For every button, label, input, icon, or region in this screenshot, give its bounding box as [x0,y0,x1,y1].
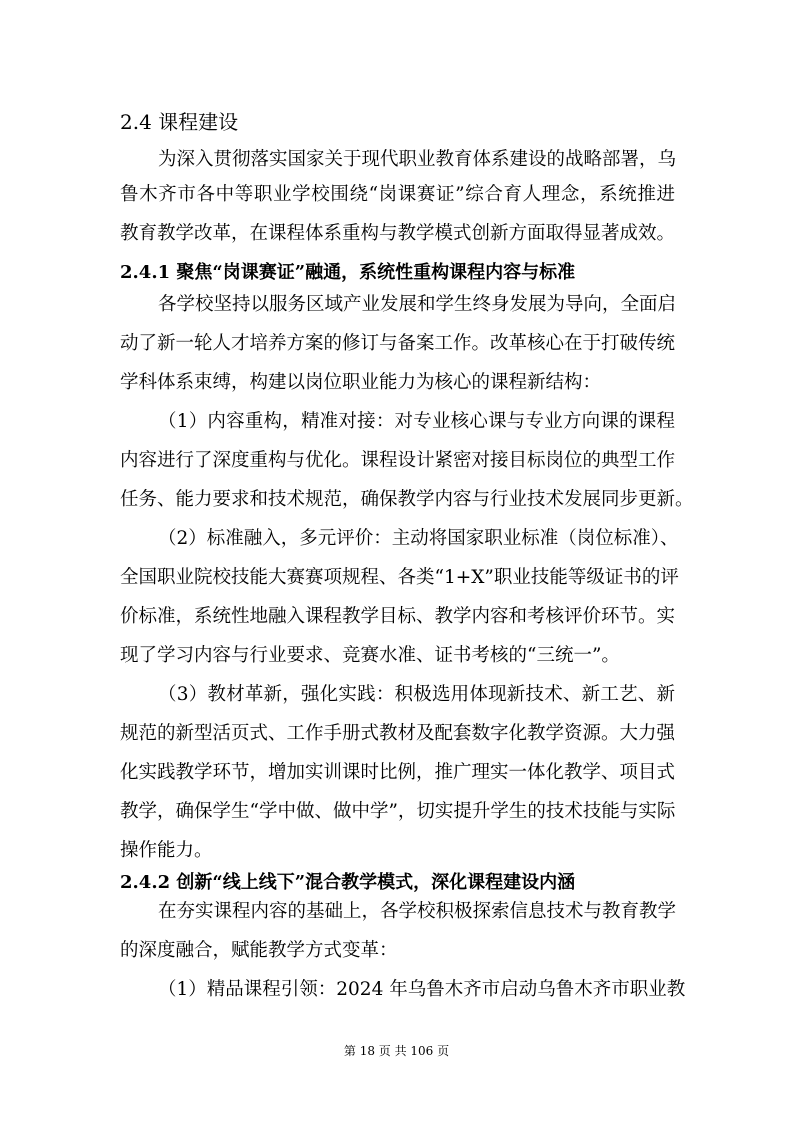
sub2-line-2: 的深度融合，赋能教学方式变革： [120,940,398,961]
item4-line-1: （1）精品课程引领：2024 年乌鲁木齐市启动乌鲁木齐市职业教 [158,979,686,1000]
subsection-heading-1: 2.4.1 聚焦“岗课赛证”融通，系统性重构课程内容与标准 [120,262,576,283]
page-footer: 第 18 页 共 106 页 [343,1044,450,1058]
sub2-line-1: 在夯实课程内容的基础上，各学校积极探索信息技术与教育教学 [158,901,677,922]
subsection-heading-2: 2.4.2 创新“线上线下”混合教学模式，深化课程建设内涵 [120,872,576,893]
item3-line-5: 操作能力。 [120,840,213,861]
item1-line-2: 内容进行了深度重构与优化。课程设计紧密对接目标岗位的典型工作 [120,450,676,471]
sub1-line-1: 各学校坚持以服务区域产业发展和学生终身发展为导向，全面启 [158,294,677,315]
item2-line-2: 全国职业院校技能大赛赛项规程、各类“1+X”职业技能等级证书的评 [120,567,679,588]
intro-line-3: 教育教学改革，在课程体系重构与教学模式创新方面取得显著成效。 [120,223,676,244]
intro-line-1: 为深入贯彻落实国家关于现代职业教育体系建设的战略部署，乌 [158,149,677,170]
item2-line-1: （2）标准融入，多元评价：主动将国家职业标准（岗位标准）、 [158,528,679,549]
item2-line-4: 现了学习内容与行业要求、竞赛水准、证书考核的“三统一”。 [120,645,620,666]
section-heading: 2.4 课程建设 [120,110,239,134]
item1-line-1: （1）内容重构，精准对接：对专业核心课与专业方向课的课程 [158,411,675,432]
item3-line-4: 教学，确保学生“学中做、做中学”，切实提升学生的技术技能与实际 [120,801,676,822]
item3-line-2: 规范的新型活页式、工作手册式教材及配套数字化教学资源。大力强 [120,723,676,744]
item1-line-3: 任务、能力要求和技术规范，确保教学内容与行业技术发展同步更新。 [120,489,694,510]
sub1-line-2: 动了新一轮人才培养方案的修订与备案工作。改革核心在于打破传统 [120,333,676,354]
item3-line-3: 化实践教学环节，增加实训课时比例，推广理实一体化教学、项目式 [120,762,676,783]
item3-line-1: （3）教材革新，强化实践：积极选用体现新技术、新工艺、新 [158,684,675,705]
sub1-line-3: 学科体系束缚，构建以岗位职业能力为核心的课程新结构： [120,372,602,393]
item2-line-3: 价标准，系统性地融入课程教学目标、教学内容和考核评价环节。实 [120,606,676,627]
intro-line-2: 鲁木齐市各中等职业学校围绕“岗课赛证”综合育人理念，系统推进 [120,184,675,205]
